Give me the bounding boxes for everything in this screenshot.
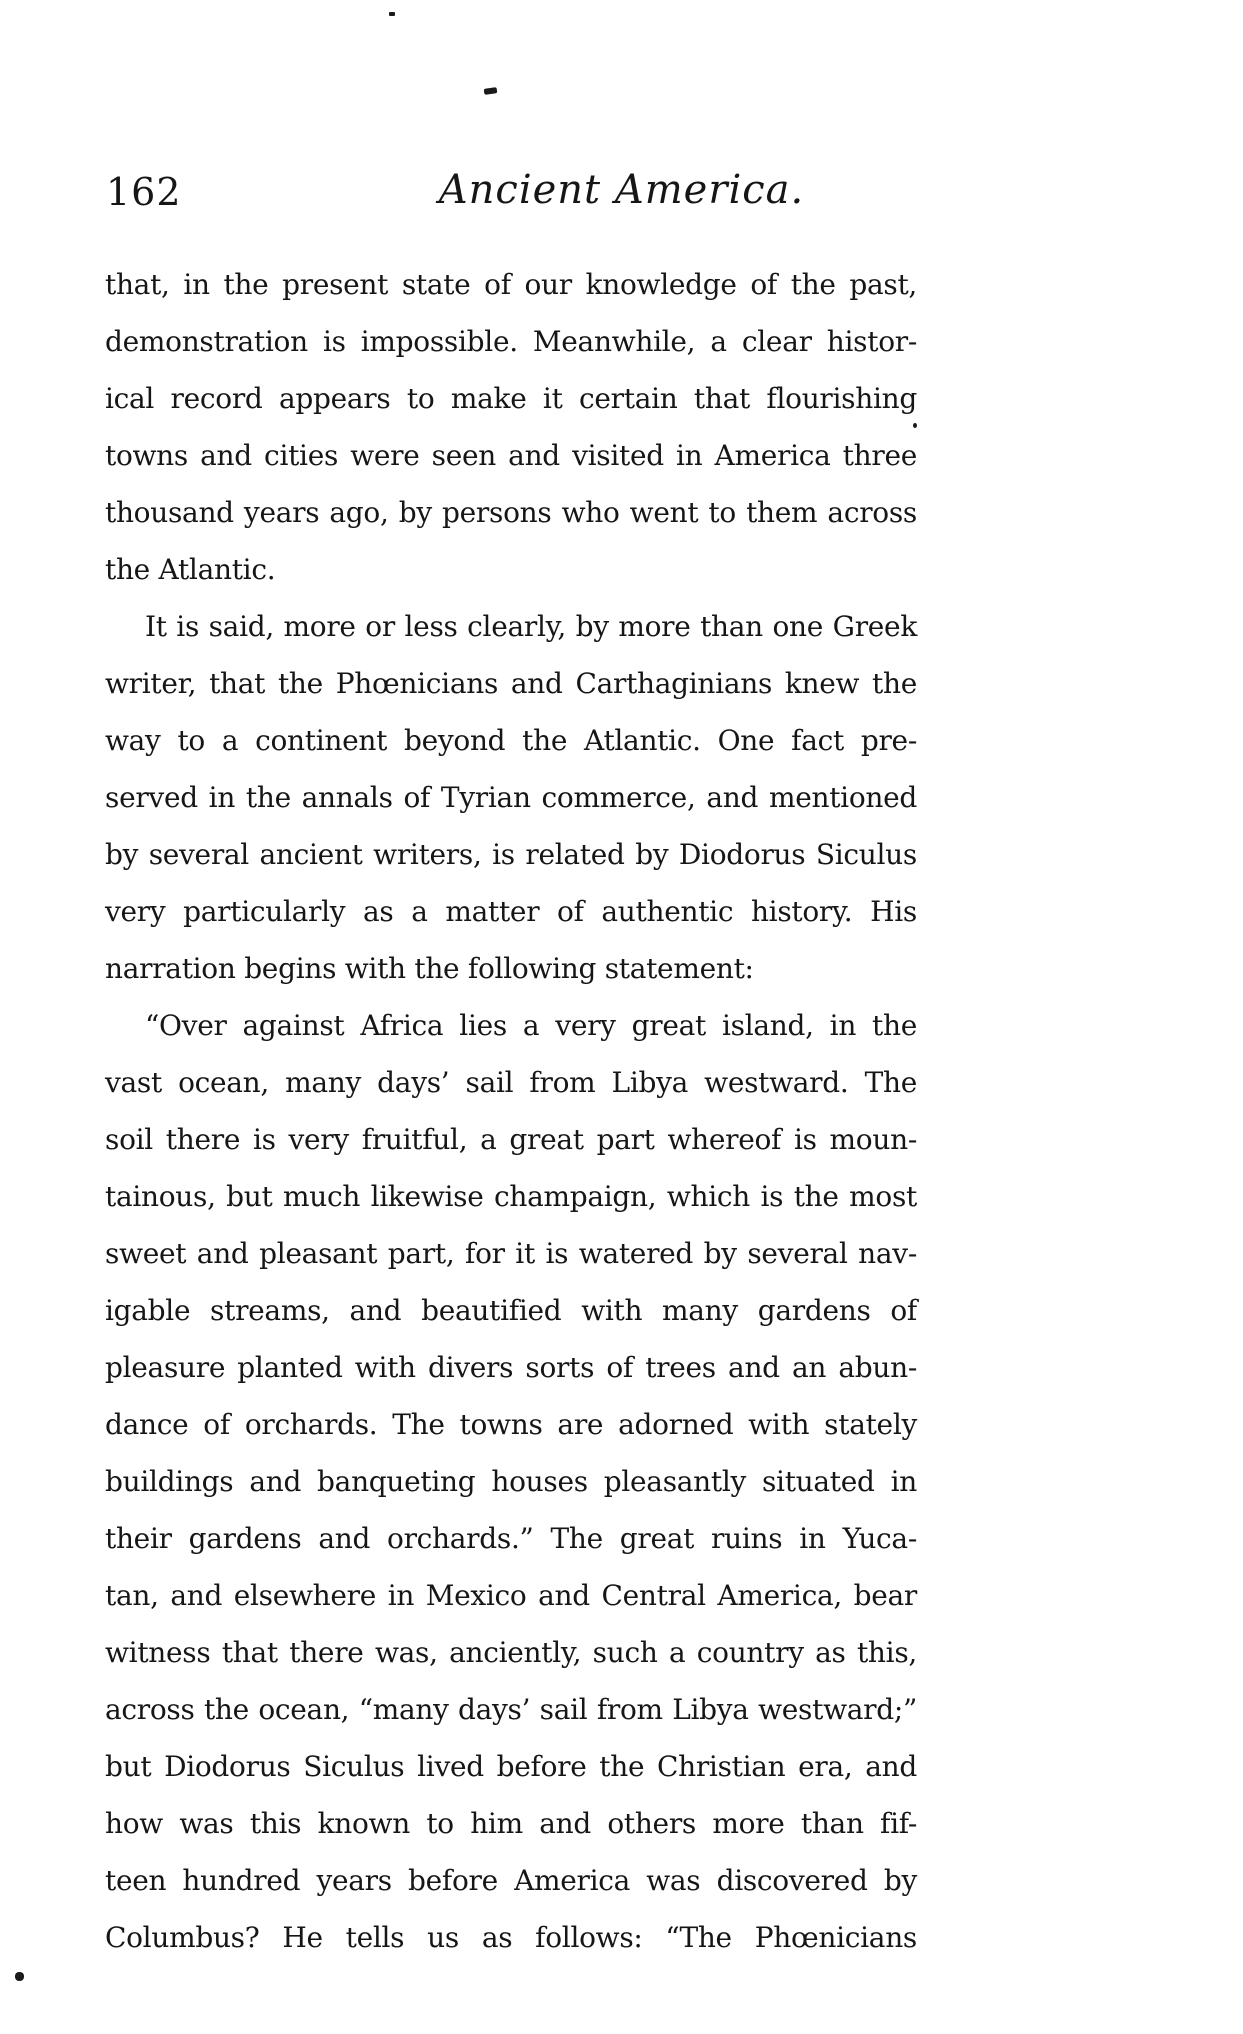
ink-speck [484,87,498,95]
text-line: buildings and banqueting houses pleasantly situated in [105,1465,917,1498]
text-line: tainous, but much likewise champaign, which is the most [105,1180,917,1213]
text-line: pleasure planted with divers sorts of trees and an abun- [105,1351,917,1384]
text-line: sweet and pleasant part, for it is watered by several nav- [105,1237,917,1270]
text-line: soil there is very fruitful, a great part whereof is moun- [105,1123,917,1156]
text-line: but Diodorus Siculus lived before the Christian era, and [105,1750,917,1783]
page-number: 162 [106,170,182,214]
text-line: It is said, more or less clearly, by more than one Greek [145,610,917,643]
text-line: very particularly as a matter of authentic history. His [105,895,917,928]
body-text [105,256,917,1966]
ink-speck [913,423,917,428]
text-line: ical record appears to make it certain that flourishing [105,382,917,415]
ink-speck [15,1972,24,1981]
running-header [0,167,1243,218]
ink-speck [389,12,395,16]
text-line: way to a continent beyond the Atlantic. One fact pre- [105,724,917,757]
text-line: the Atlantic. [105,553,276,586]
text-line: teen hundred years before America was discovered by [105,1864,917,1897]
text-line: served in the annals of Tyrian commerce, and mentioned [105,781,917,814]
text-line: igable streams, and beautified with many gardens of [105,1294,917,1327]
text-line: narration begins with the following statement: [105,952,754,985]
text-line: across the ocean, “many days’ sail from Libya westward;” [105,1693,917,1726]
running-head-title: Ancient America. [438,167,805,213]
text-line: Columbus? He tells us as follows: “The Phœnicians [105,1921,917,1954]
text-line: witness that there was, anciently, such a country as this, [105,1636,917,1669]
text-line: by several ancient writers, is related by Diodorus Siculus [105,838,917,871]
text-line: vast ocean, many days’ sail from Libya westward. The [105,1066,917,1099]
text-line: dance of orchards. The towns are adorned with stately [105,1408,917,1441]
text-line: their gardens and orchards.” The great ruins in Yuca- [105,1522,917,1555]
text-line: demonstration is impossible. Meanwhile, a clear histor- [105,325,917,358]
text-line: towns and cities were seen and visited in America three [105,439,917,472]
text-line: thousand years ago, by persons who went to them across [105,496,917,529]
text-line: writer, that the Phœnicians and Carthaginians knew the [105,667,917,700]
text-line: how was this known to him and others more than fif- [105,1807,917,1840]
text-line: tan, and elsewhere in Mexico and Central America, bear [105,1579,917,1612]
text-line: “Over against Africa lies a very great island, in the [145,1009,917,1042]
text-line: that, in the present state of our knowledge of the past, [105,268,917,301]
